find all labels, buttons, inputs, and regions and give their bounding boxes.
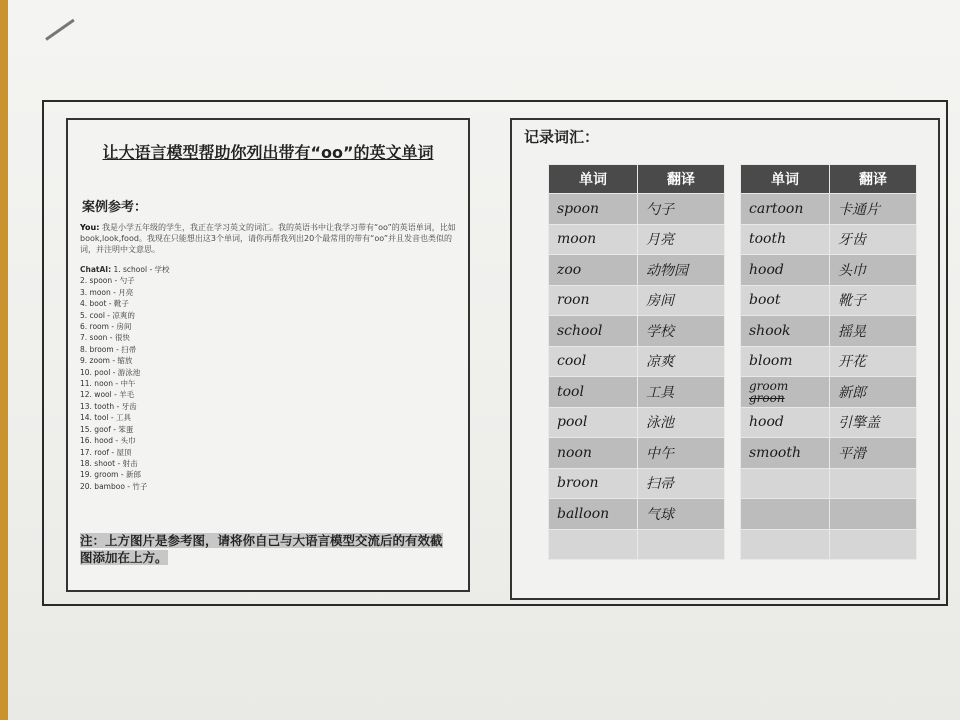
translation-cell — [830, 469, 916, 499]
table-row — [549, 377, 724, 407]
vocabulary-heading: 记录词汇： — [524, 128, 600, 146]
list-item: 15. goof - 笨蛋 — [80, 424, 134, 434]
vocab-table-1 — [548, 164, 725, 560]
table-row — [549, 469, 724, 499]
word-cell: tool — [549, 377, 637, 407]
word-cell: school — [549, 316, 637, 346]
struck-word: groon — [749, 390, 785, 405]
column-header-word: 单词 — [549, 165, 637, 193]
word-cell: pool — [549, 408, 637, 438]
table-row — [549, 194, 724, 224]
chatai-first-line — [80, 264, 380, 275]
translation-cell: 学校 — [638, 316, 724, 346]
list-item: 17. roof - 屋顶 — [80, 447, 132, 457]
word-cell: balloon — [549, 499, 637, 529]
table-row — [741, 499, 916, 529]
list-item: 1. school - 学校 — [113, 265, 170, 274]
translation-cell — [638, 530, 724, 560]
list-item: 13. tooth - 牙齿 — [80, 401, 137, 411]
chatai-response — [80, 264, 380, 492]
worksheet-paper — [8, 0, 960, 720]
reference-panel — [66, 118, 470, 592]
table-row — [741, 438, 916, 468]
vocab-table-2 — [740, 164, 917, 560]
table-row — [741, 347, 916, 377]
translation-cell — [830, 499, 916, 529]
word-cell: boot — [741, 286, 829, 316]
list-item: 8. broom - 扫帚 — [80, 344, 137, 354]
word-cell — [741, 499, 829, 529]
translation-cell: 扫帚 — [638, 469, 724, 499]
table-row — [741, 377, 916, 407]
chatai-label: ChatAI: — [80, 265, 112, 274]
list-item: 20. bamboo - 竹子 — [80, 481, 148, 491]
table-row — [741, 286, 916, 316]
table-row — [549, 316, 724, 346]
translation-cell: 勺子 — [638, 194, 724, 224]
word-cell — [549, 530, 637, 560]
table-row — [549, 499, 724, 529]
word-cell: zoo — [549, 255, 637, 285]
translation-cell: 动物园 — [638, 255, 724, 285]
instruction-note-text: 注：上方图片是参考图，请将你自己与大语言模型交流后的有效截图添加在上方。 — [80, 533, 443, 565]
translation-cell: 引擎盖 — [830, 408, 916, 438]
worksheet-title: 让大语言模型帮助你列出带有“oo”的英文单词 — [102, 143, 434, 162]
list-item: 18. shoot - 射击 — [80, 458, 138, 468]
table-row — [741, 225, 916, 255]
translation-cell: 工具 — [638, 377, 724, 407]
word-correction: groom — [749, 378, 789, 393]
list-item: 7. soon - 很快 — [80, 333, 130, 343]
list-item: 3. moon - 月亮 — [80, 287, 134, 297]
translation-cell: 房间 — [638, 286, 724, 316]
table-row — [741, 316, 916, 346]
word-cell: hood — [741, 255, 829, 285]
translation-cell: 摇晃 — [830, 316, 916, 346]
translation-cell: 凉爽 — [638, 347, 724, 377]
column-header-word: 单词 — [741, 165, 829, 193]
table-row — [741, 255, 916, 285]
list-item: 4. boot - 靴子 — [80, 299, 129, 309]
word-cell — [741, 377, 829, 407]
list-item: 2. spoon - 勺子 — [80, 276, 135, 286]
list-item: 14. tool - 工具 — [80, 413, 131, 423]
word-cell: spoon — [549, 194, 637, 224]
translation-cell: 开花 — [830, 347, 916, 377]
table-row — [741, 194, 916, 224]
translation-cell: 泳池 — [638, 408, 724, 438]
word-cell: broon — [549, 469, 637, 499]
list-item: 5. cool - 凉爽的 — [80, 310, 135, 320]
translation-cell: 新郎 — [830, 377, 916, 407]
word-cell: tooth — [741, 225, 829, 255]
translation-cell: 卡通片 — [830, 194, 916, 224]
case-heading: 案例参考： — [82, 200, 148, 215]
translation-cell: 气球 — [638, 499, 724, 529]
word-cell — [741, 469, 829, 499]
translation-cell: 牙齿 — [830, 225, 916, 255]
instruction-note — [80, 532, 452, 566]
user-prompt-text: 我是小学五年级的学生，我正在学习英文的词汇。我的英语书中让我学习带有“oo”的英语单词，比如book,look,food。我现在只能想出这3个单词，请你再帮我列出20个最常用的带有“oo”并且发音也类似的词，并注明中文意思。 — [80, 223, 456, 254]
word-cell: roon — [549, 286, 637, 316]
word-cell — [741, 530, 829, 560]
vocabulary-panel — [510, 118, 940, 600]
table-row — [549, 225, 724, 255]
word-cell: cool — [549, 347, 637, 377]
word-cell: shook — [741, 316, 829, 346]
list-item: 9. zoom - 缩放 — [80, 356, 133, 366]
table-row — [741, 530, 916, 560]
translation-cell: 头巾 — [830, 255, 916, 285]
user-prompt — [80, 222, 460, 255]
table-row — [549, 438, 724, 468]
translation-cell: 中午 — [638, 438, 724, 468]
translation-cell: 月亮 — [638, 225, 724, 255]
pin-mark — [45, 19, 75, 41]
list-item: 6. room - 房间 — [80, 322, 132, 332]
list-item: 11. noon - 中午 — [80, 379, 136, 389]
word-cell: moon — [549, 225, 637, 255]
list-item: 19. groom - 新郎 — [80, 470, 141, 480]
table-row — [741, 469, 916, 499]
translation-cell: 靴子 — [830, 286, 916, 316]
word-cell: hood — [741, 408, 829, 438]
word-cell: smooth — [741, 438, 829, 468]
list-item: 10. pool - 游泳池 — [80, 367, 141, 377]
list-item: 16. hood - 头巾 — [80, 436, 136, 446]
column-header-translation: 翻译 — [638, 165, 724, 193]
translation-cell — [830, 530, 916, 560]
word-cell: bloom — [741, 347, 829, 377]
table-row — [549, 408, 724, 438]
word-cell: cartoon — [741, 194, 829, 224]
table-row — [549, 530, 724, 560]
column-header-translation: 翻译 — [830, 165, 916, 193]
word-cell: noon — [549, 438, 637, 468]
table-row — [549, 255, 724, 285]
table-row — [741, 408, 916, 438]
table-row — [549, 347, 724, 377]
list-item: 12. wool - 羊毛 — [80, 390, 135, 400]
table-row — [549, 286, 724, 316]
user-label: You: — [80, 223, 100, 232]
translation-cell: 平滑 — [830, 438, 916, 468]
